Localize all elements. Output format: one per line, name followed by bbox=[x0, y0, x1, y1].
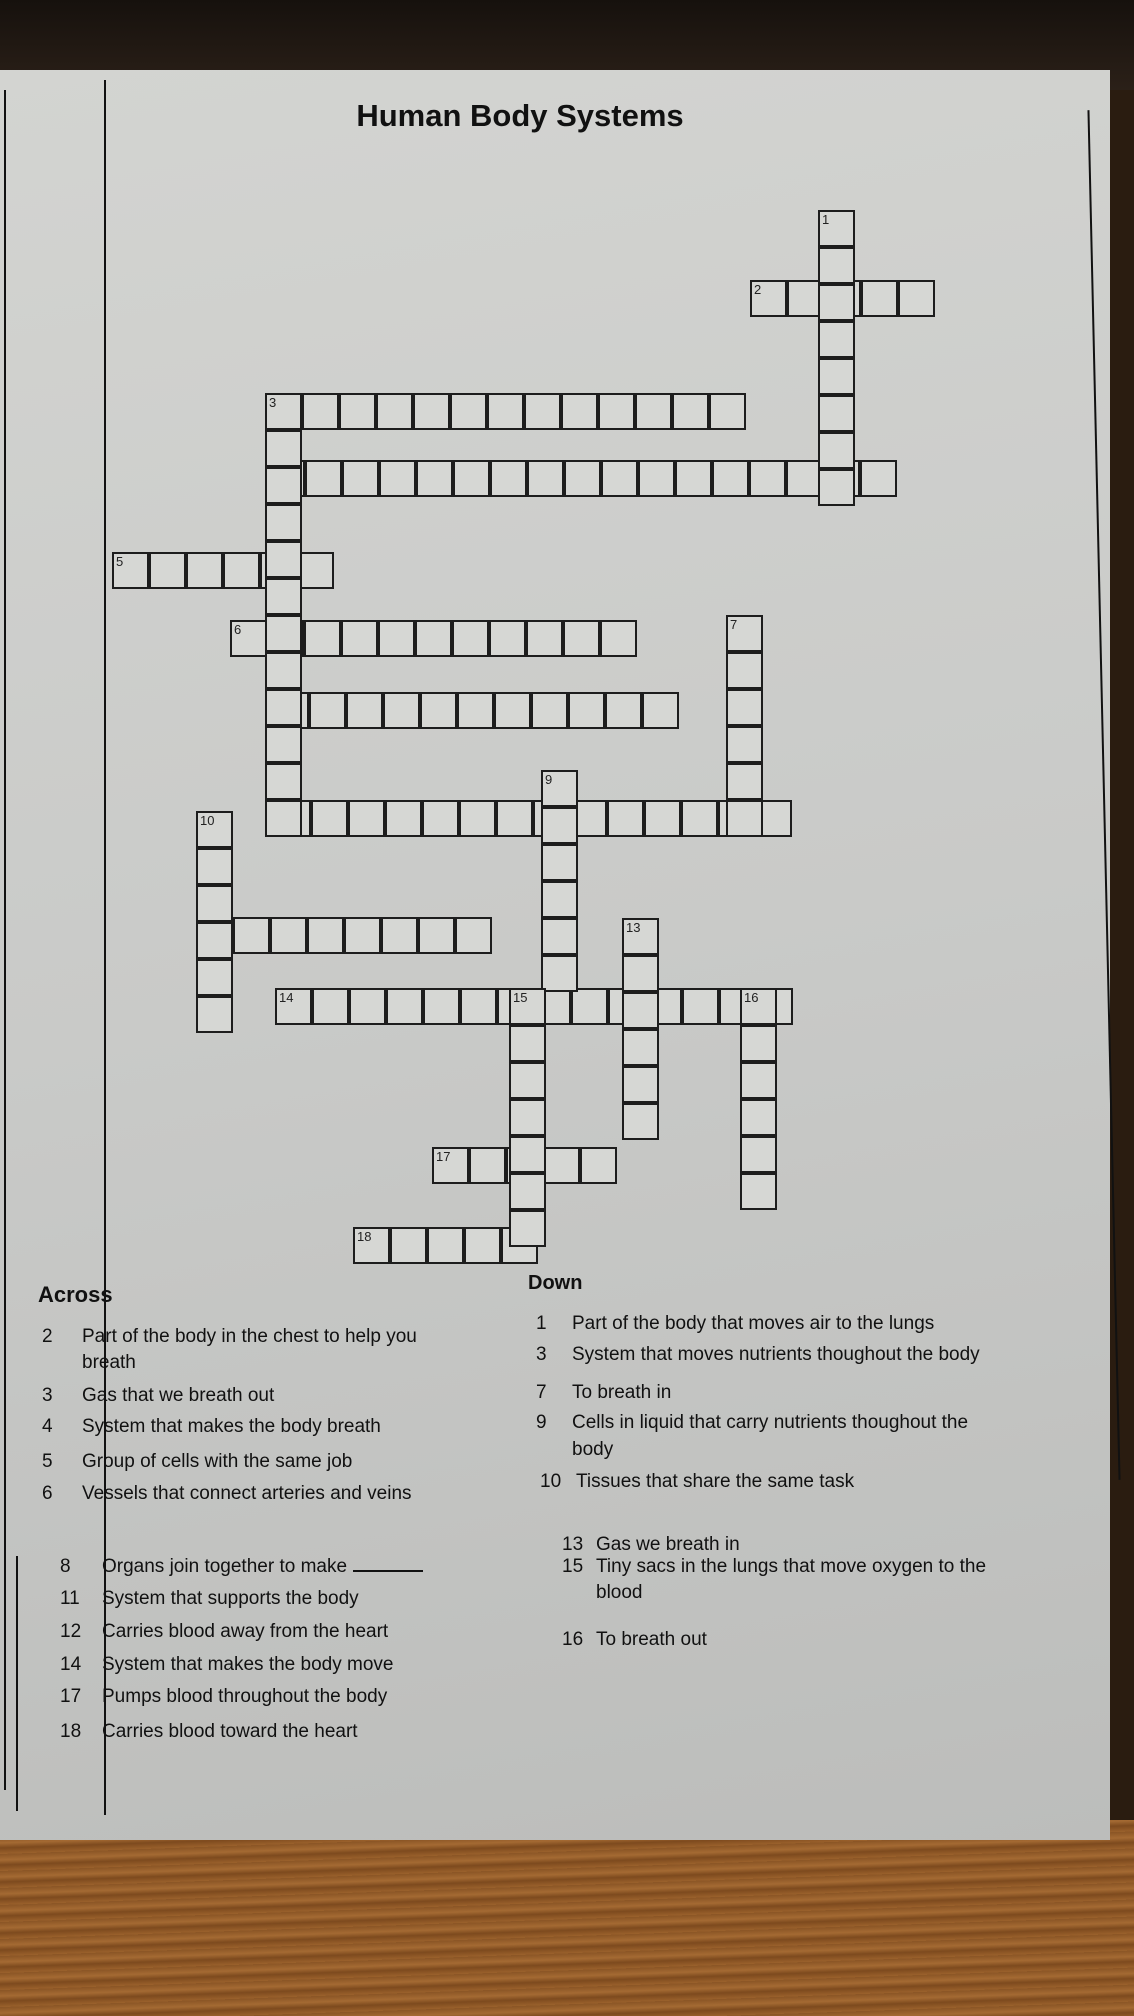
crossword-cell[interactable] bbox=[196, 922, 233, 959]
across-clue bbox=[60, 1685, 480, 1711]
cell-number: 3 bbox=[269, 395, 277, 410]
crossword-cell[interactable] bbox=[740, 1099, 777, 1136]
crossword-cell[interactable] bbox=[112, 552, 149, 589]
crossword-cell[interactable] bbox=[860, 460, 897, 497]
clue-number: 11 bbox=[60, 1588, 80, 1609]
crossword-cell[interactable] bbox=[749, 460, 786, 497]
crossword-cell[interactable] bbox=[457, 692, 494, 729]
crossword-cell[interactable] bbox=[527, 460, 564, 497]
crossword-cell[interactable] bbox=[383, 692, 420, 729]
clue-text: To breath out bbox=[596, 1629, 707, 1650]
crossword-cell[interactable] bbox=[709, 393, 746, 430]
crossword-cell[interactable] bbox=[509, 1099, 546, 1136]
crossword-cell[interactable] bbox=[307, 917, 344, 954]
crossword-cell[interactable] bbox=[469, 1147, 506, 1184]
clue-text: Group of cells with the same job bbox=[82, 1451, 353, 1472]
crossword-cell[interactable] bbox=[509, 1136, 546, 1173]
down-clue bbox=[536, 1411, 1056, 1463]
crossword-cell[interactable] bbox=[607, 800, 644, 837]
crossword-cell[interactable] bbox=[622, 1029, 659, 1066]
crossword-cell[interactable] bbox=[196, 848, 233, 885]
crossword-cell[interactable] bbox=[353, 1227, 390, 1264]
crossword-cell[interactable] bbox=[524, 393, 561, 430]
crossword-cell[interactable] bbox=[541, 844, 578, 881]
clue-text: Pumps blood throughout the body bbox=[102, 1686, 388, 1707]
clue-number: 2 bbox=[42, 1326, 53, 1347]
clue-number: 3 bbox=[42, 1385, 53, 1406]
across-clue bbox=[42, 1384, 482, 1410]
clue-number: 8 bbox=[60, 1556, 71, 1577]
crossword-cell[interactable] bbox=[598, 393, 635, 430]
crossword-cell[interactable] bbox=[672, 393, 709, 430]
crossword-cell[interactable] bbox=[341, 620, 378, 657]
down-clue bbox=[536, 1381, 1056, 1407]
down-clue bbox=[540, 1470, 1060, 1496]
crossword-cell[interactable] bbox=[149, 552, 186, 589]
crossword-cell[interactable] bbox=[464, 1227, 501, 1264]
crossword-cell[interactable] bbox=[541, 918, 578, 955]
down-clue bbox=[562, 1555, 1062, 1607]
crossword-cell[interactable] bbox=[622, 1103, 659, 1140]
crossword-cell[interactable] bbox=[349, 988, 386, 1025]
across-clue bbox=[60, 1555, 480, 1581]
crossword-cell[interactable] bbox=[305, 460, 342, 497]
crossword-cell[interactable] bbox=[386, 988, 423, 1025]
crossword-cell[interactable] bbox=[563, 620, 600, 657]
crossword-cell[interactable] bbox=[376, 393, 413, 430]
down-clue bbox=[536, 1312, 1056, 1338]
crossword-cell[interactable] bbox=[196, 996, 233, 1033]
across-clue bbox=[60, 1620, 480, 1646]
crossword-cell[interactable] bbox=[265, 504, 302, 541]
clue-number: 18 bbox=[60, 1721, 82, 1742]
crossword-cell[interactable] bbox=[452, 620, 489, 657]
across-clue bbox=[42, 1450, 482, 1476]
crossword-cell[interactable] bbox=[509, 1062, 546, 1099]
crossword-cell[interactable] bbox=[420, 692, 457, 729]
clue-text: Tiny sacs in the lungs that move oxygen to the bbox=[596, 1556, 987, 1577]
crossword-cell[interactable] bbox=[635, 393, 672, 430]
crossword-cell[interactable] bbox=[526, 620, 563, 657]
crossword-cell[interactable] bbox=[644, 800, 681, 837]
crossword-cell[interactable] bbox=[270, 917, 307, 954]
crossword-cell[interactable] bbox=[600, 620, 637, 657]
clue-number: 15 bbox=[562, 1556, 584, 1577]
crossword-cell[interactable] bbox=[541, 881, 578, 918]
crossword-cell[interactable] bbox=[378, 620, 415, 657]
crossword-cell[interactable] bbox=[487, 393, 524, 430]
crossword-cell[interactable] bbox=[265, 430, 302, 467]
clue-text: Tissues that share the same task bbox=[576, 1471, 855, 1492]
clue-text-cont: blood bbox=[596, 1582, 643, 1603]
crossword-cell[interactable] bbox=[460, 988, 497, 1025]
clue-text: Gas we breath in bbox=[596, 1534, 740, 1555]
crossword-cell[interactable] bbox=[681, 800, 718, 837]
clue-text-value: Organs join together to make bbox=[102, 1556, 348, 1577]
cell-number: 5 bbox=[116, 554, 124, 569]
down-heading: Down bbox=[528, 1272, 583, 1294]
crossword-cell[interactable] bbox=[416, 460, 453, 497]
crossword-cell[interactable] bbox=[601, 460, 638, 497]
cell-number: 15 bbox=[513, 990, 528, 1005]
crossword-cell[interactable] bbox=[379, 460, 416, 497]
crossword-cell[interactable] bbox=[509, 1210, 546, 1247]
margin-line-lower-left bbox=[16, 1556, 18, 1811]
crossword-cell[interactable] bbox=[196, 959, 233, 996]
crossword-cell[interactable] bbox=[605, 692, 642, 729]
clue-number: 1 bbox=[536, 1313, 547, 1334]
crossword-cell[interactable] bbox=[381, 917, 418, 954]
answer-blank bbox=[353, 1556, 423, 1572]
clue-number: 12 bbox=[60, 1621, 82, 1642]
clue-number: 9 bbox=[536, 1412, 547, 1433]
clue-text: System that moves nutrients thoughout the body bbox=[572, 1344, 980, 1365]
crossword-cell[interactable] bbox=[712, 460, 749, 497]
crossword-cell[interactable] bbox=[339, 393, 376, 430]
crossword-cell[interactable] bbox=[455, 917, 492, 954]
clue-number: 7 bbox=[536, 1382, 547, 1403]
crossword-cell[interactable] bbox=[818, 284, 855, 321]
clue-number: 4 bbox=[42, 1416, 53, 1437]
crossword-cell[interactable] bbox=[541, 807, 578, 844]
crossword-cell[interactable] bbox=[342, 460, 379, 497]
crossword-cell[interactable] bbox=[312, 988, 349, 1025]
crossword-cell[interactable] bbox=[509, 1173, 546, 1210]
clue-number: 10 bbox=[540, 1471, 562, 1492]
crossword-cell[interactable] bbox=[740, 1173, 777, 1210]
crossword-cell[interactable] bbox=[622, 955, 659, 992]
crossword-cell[interactable] bbox=[818, 321, 855, 358]
crossword-cell[interactable] bbox=[422, 800, 459, 837]
crossword-cell[interactable] bbox=[196, 811, 233, 848]
clue-text: System that makes the body breath bbox=[82, 1416, 381, 1437]
crossword-cell[interactable] bbox=[450, 393, 487, 430]
crossword-cell[interactable] bbox=[818, 247, 855, 284]
crossword-cell[interactable] bbox=[302, 393, 339, 430]
clue-number: 17 bbox=[60, 1686, 82, 1707]
page-title: Human Body Systems bbox=[356, 98, 684, 133]
crossword-cell[interactable] bbox=[531, 692, 568, 729]
across-clue bbox=[60, 1720, 480, 1746]
cell-number: 10 bbox=[200, 813, 215, 828]
crossword-cell[interactable] bbox=[726, 763, 763, 800]
cell-number: 9 bbox=[545, 772, 553, 787]
across-clue bbox=[42, 1482, 482, 1508]
crossword-cell[interactable] bbox=[415, 620, 452, 657]
cell-number: 18 bbox=[357, 1229, 372, 1244]
crossword-cell[interactable] bbox=[568, 692, 605, 729]
crossword-cell[interactable] bbox=[265, 763, 302, 800]
crossword-cell[interactable] bbox=[413, 393, 450, 430]
crossword-cell[interactable] bbox=[230, 620, 267, 657]
crossword-cell[interactable] bbox=[265, 726, 302, 763]
clue-text-cont: body bbox=[572, 1439, 614, 1460]
clue-text: Gas that we breath out bbox=[82, 1385, 275, 1406]
margin-line-left bbox=[4, 90, 6, 1790]
crossword-cell[interactable] bbox=[427, 1227, 464, 1264]
crossword-cell[interactable] bbox=[580, 1147, 617, 1184]
crossword-cell[interactable] bbox=[740, 988, 777, 1025]
crossword-cell[interactable] bbox=[265, 467, 302, 504]
crossword-cell[interactable] bbox=[309, 692, 346, 729]
crossword-cell[interactable] bbox=[898, 280, 935, 317]
crossword-cell[interactable] bbox=[265, 652, 302, 689]
clue-text: System that supports the body bbox=[102, 1588, 359, 1609]
clue-text: Part of the body in the chest to help you bbox=[82, 1326, 417, 1347]
clue-number: 16 bbox=[562, 1629, 584, 1650]
cell-number: 14 bbox=[279, 990, 294, 1005]
crossword-cell[interactable] bbox=[432, 1147, 469, 1184]
crossword-cell[interactable] bbox=[726, 726, 763, 763]
crossword-cell[interactable] bbox=[726, 800, 763, 837]
cell-number: 13 bbox=[626, 920, 641, 935]
across-clue bbox=[60, 1587, 480, 1613]
crossword-cell[interactable] bbox=[861, 280, 898, 317]
crossword-cell[interactable] bbox=[348, 800, 385, 837]
crossword-cell[interactable] bbox=[265, 393, 302, 430]
crossword-cell[interactable] bbox=[297, 552, 334, 589]
crossword-cell[interactable] bbox=[459, 800, 496, 837]
crossword-cell[interactable] bbox=[541, 770, 578, 807]
clue-number: 14 bbox=[60, 1654, 82, 1675]
crossword-cell[interactable] bbox=[265, 578, 302, 615]
crossword-cell[interactable] bbox=[186, 552, 223, 589]
crossword-cell[interactable] bbox=[423, 988, 460, 1025]
crossword-cell[interactable] bbox=[818, 469, 855, 506]
across-clue bbox=[60, 1653, 480, 1679]
crossword-cell[interactable] bbox=[223, 552, 260, 589]
crossword-cell[interactable] bbox=[726, 689, 763, 726]
crossword-cell[interactable] bbox=[311, 800, 348, 837]
across-clue bbox=[42, 1415, 482, 1441]
clue-text bbox=[102, 1555, 423, 1579]
crossword-cell[interactable] bbox=[509, 988, 546, 1025]
clue-text-cont: breath bbox=[82, 1352, 136, 1373]
crossword-cell[interactable] bbox=[818, 358, 855, 395]
crossword-cell[interactable] bbox=[346, 692, 383, 729]
cell-number: 7 bbox=[730, 617, 738, 632]
crossword-cell[interactable] bbox=[496, 800, 533, 837]
crossword-cell[interactable] bbox=[564, 460, 601, 497]
cell-number: 1 bbox=[822, 212, 830, 227]
clue-text: System that makes the body move bbox=[102, 1654, 394, 1675]
cell-number: 17 bbox=[436, 1149, 451, 1164]
crossword-cell[interactable] bbox=[818, 395, 855, 432]
crossword-cell[interactable] bbox=[740, 1136, 777, 1173]
crossword-cell[interactable] bbox=[265, 800, 302, 837]
crossword-cell[interactable] bbox=[385, 800, 422, 837]
clue-text: Carries blood away from the heart bbox=[102, 1621, 389, 1642]
crossword-cell[interactable] bbox=[541, 955, 578, 992]
clue-text: Vessels that connect arteries and veins bbox=[82, 1483, 412, 1504]
crossword-cell[interactable] bbox=[543, 1147, 580, 1184]
crossword-cell[interactable] bbox=[638, 460, 675, 497]
crossword-cell[interactable] bbox=[489, 620, 526, 657]
clue-number: 6 bbox=[42, 1483, 53, 1504]
crossword-cell[interactable] bbox=[726, 615, 763, 652]
crossword-cell[interactable] bbox=[509, 1025, 546, 1062]
crossword-cell[interactable] bbox=[682, 988, 719, 1025]
cell-number: 16 bbox=[744, 990, 759, 1005]
crossword-cell[interactable] bbox=[453, 460, 490, 497]
crossword-cell[interactable] bbox=[233, 917, 270, 954]
crossword-cell[interactable] bbox=[726, 652, 763, 689]
crossword-cell[interactable] bbox=[675, 460, 712, 497]
clue-number: 5 bbox=[42, 1451, 53, 1472]
crossword-cell[interactable] bbox=[494, 692, 531, 729]
crossword-cell[interactable] bbox=[490, 460, 527, 497]
clue-text: Carries blood toward the heart bbox=[102, 1721, 358, 1742]
crossword-cell[interactable] bbox=[304, 620, 341, 657]
crossword-cell[interactable] bbox=[571, 988, 608, 1025]
clue-text: Cells in liquid that carry nutrients thoughout the bbox=[572, 1412, 969, 1433]
crossword-cell[interactable] bbox=[818, 210, 855, 247]
cell-number: 2 bbox=[754, 282, 762, 297]
across-heading: Across bbox=[38, 1282, 113, 1307]
cell-number: 6 bbox=[234, 622, 242, 637]
crossword-cell[interactable] bbox=[622, 918, 659, 955]
crossword-cell[interactable] bbox=[196, 885, 233, 922]
crossword-cell[interactable] bbox=[740, 1062, 777, 1099]
crossword-cell[interactable] bbox=[622, 992, 659, 1029]
crossword-cell[interactable] bbox=[818, 432, 855, 469]
crossword-cell[interactable] bbox=[265, 615, 302, 652]
across-clue bbox=[42, 1325, 482, 1375]
wooden-table bbox=[0, 1820, 1134, 2016]
crossword-cell[interactable] bbox=[642, 692, 679, 729]
down-clue bbox=[536, 1343, 1056, 1369]
clue-text: To breath in bbox=[572, 1382, 672, 1403]
crossword-cell[interactable] bbox=[750, 280, 787, 317]
crossword-cell[interactable] bbox=[275, 988, 312, 1025]
crossword-cell[interactable] bbox=[622, 1066, 659, 1103]
crossword-cell[interactable] bbox=[265, 689, 302, 726]
crossword-cell[interactable] bbox=[265, 541, 302, 578]
down-clue bbox=[562, 1628, 1062, 1654]
crossword-cell[interactable] bbox=[740, 1025, 777, 1062]
clue-text: Part of the body that moves air to the lungs bbox=[572, 1313, 935, 1334]
crossword-cell[interactable] bbox=[561, 393, 598, 430]
clue-number: 3 bbox=[536, 1344, 547, 1365]
crossword-cell[interactable] bbox=[344, 917, 381, 954]
clue-number: 13 bbox=[562, 1534, 584, 1555]
crossword-cell[interactable] bbox=[418, 917, 455, 954]
crossword-cell[interactable] bbox=[390, 1227, 427, 1264]
